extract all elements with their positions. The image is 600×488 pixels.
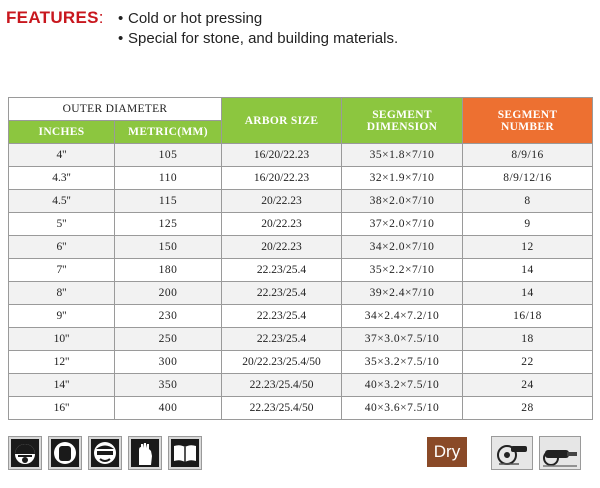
inches-cell: 4.5'' xyxy=(9,190,115,213)
metric-cell: 180 xyxy=(115,259,222,282)
header-line: DIMENSION xyxy=(366,120,438,133)
segment-number-cell: 8/9/12/16 xyxy=(463,167,593,190)
arbor-size-cell: 20/22.23 xyxy=(222,236,342,259)
metric-cell: 105 xyxy=(115,144,222,167)
table-row xyxy=(9,351,593,374)
features-label xyxy=(6,8,104,28)
angle-grinder-icon xyxy=(491,436,533,470)
segment-dimension-cell: 35×3.2×7.5/10 xyxy=(342,351,463,374)
table-row xyxy=(9,328,593,351)
segment-dimension-cell: 40×3.2×7.5/10 xyxy=(342,374,463,397)
inches-cell: 16'' xyxy=(9,397,115,420)
inches-cell: 8'' xyxy=(9,282,115,305)
segment-dimension-cell: 37×3.0×7.5/10 xyxy=(342,328,463,351)
segment-number-cell: 14 xyxy=(463,282,593,305)
feature-item xyxy=(118,30,398,47)
header-line: SEGMENT xyxy=(497,108,558,121)
inches-cell: 4'' xyxy=(9,144,115,167)
inches-header: INCHES xyxy=(9,121,115,144)
metric-cell: 150 xyxy=(115,236,222,259)
metric-cell: 400 xyxy=(115,397,222,420)
metric-cell: 300 xyxy=(115,351,222,374)
arbor-size-cell: 22.23/25.4/50 xyxy=(222,374,342,397)
segment-dimension-cell: 37×2.0×7/10 xyxy=(342,213,463,236)
features-colon: : xyxy=(98,8,104,27)
metric-cell: 115 xyxy=(115,190,222,213)
segment-number-cell: 9 xyxy=(463,213,593,236)
arbor-size-cell: 22.23/25.4 xyxy=(222,305,342,328)
outer-diameter-header: OUTER DIAMETER xyxy=(9,98,222,121)
segment-number-cell: 24 xyxy=(463,374,593,397)
metric-cell: 230 xyxy=(115,305,222,328)
segment-number-cell: 22 xyxy=(463,351,593,374)
tool-icons xyxy=(491,436,581,470)
helmet-icon xyxy=(8,436,42,470)
segment-number-cell: 12 xyxy=(463,236,593,259)
face-mask-icon xyxy=(48,436,82,470)
inches-cell: 4.3'' xyxy=(9,167,115,190)
segment-dimension-cell: 35×1.8×7/10 xyxy=(342,144,463,167)
arbor-size-cell: 16/20/22.23 xyxy=(222,144,342,167)
bullet: • xyxy=(118,10,124,27)
manual-book-icon xyxy=(168,436,202,470)
table-row xyxy=(9,282,593,305)
segment-dimension-header xyxy=(342,98,463,144)
circular-saw-icon xyxy=(539,436,581,470)
segment-dimension-cell: 40×3.6×7.5/10 xyxy=(342,397,463,420)
metric-header: METRIC(MM) xyxy=(115,121,222,144)
feature-text: Cold or hot pressing xyxy=(128,10,263,27)
inches-cell: 9'' xyxy=(9,305,115,328)
table-row xyxy=(9,167,593,190)
arbor-size-cell: 16/20/22.23 xyxy=(222,167,342,190)
inches-cell: 6'' xyxy=(9,236,115,259)
arbor-size-header: ARBOR SIZE xyxy=(222,98,342,144)
metric-cell: 200 xyxy=(115,282,222,305)
arbor-size-cell: 22.23/25.4/50 xyxy=(222,397,342,420)
metric-cell: 250 xyxy=(115,328,222,351)
inches-cell: 10'' xyxy=(9,328,115,351)
inches-cell: 12'' xyxy=(9,351,115,374)
table-row xyxy=(9,397,593,420)
segment-dimension-cell: 35×2.2×7/10 xyxy=(342,259,463,282)
segment-number-cell: 8/9/16 xyxy=(463,144,593,167)
table-row xyxy=(9,259,593,282)
segment-number-cell: 28 xyxy=(463,397,593,420)
table-row xyxy=(9,374,593,397)
table-row xyxy=(9,213,593,236)
inches-cell: 5'' xyxy=(9,213,115,236)
arbor-size-cell: 20/22.23 xyxy=(222,190,342,213)
segment-number-cell: 16/18 xyxy=(463,305,593,328)
arbor-size-cell: 20/22.23/25.4/50 xyxy=(222,351,342,374)
features-label-text: FEATURES xyxy=(6,8,99,27)
header-line: NUMBER xyxy=(501,120,554,133)
table-row xyxy=(9,144,593,167)
feature-text: Special for stone, and building materials. xyxy=(128,30,399,47)
segment-number-cell: 8 xyxy=(463,190,593,213)
arbor-size-cell: 22.23/25.4 xyxy=(222,282,342,305)
inches-cell: 7'' xyxy=(9,259,115,282)
bullet: • xyxy=(118,30,124,47)
header-line: SEGMENT xyxy=(372,108,432,121)
inches-cell: 14'' xyxy=(9,374,115,397)
metric-cell: 110 xyxy=(115,167,222,190)
table-row xyxy=(9,190,593,213)
segment-number-header xyxy=(463,98,593,144)
metric-cell: 125 xyxy=(115,213,222,236)
arbor-size-cell: 22.23/25.4 xyxy=(222,259,342,282)
safety-icons xyxy=(8,436,202,470)
metric-cell: 350 xyxy=(115,374,222,397)
table-row xyxy=(9,305,593,328)
goggles-icon xyxy=(88,436,122,470)
gloves-icon xyxy=(128,436,162,470)
segment-dimension-cell: 39×2.4×7/10 xyxy=(342,282,463,305)
feature-item xyxy=(118,10,262,27)
spec-table xyxy=(8,97,593,420)
segment-number-cell: 14 xyxy=(463,259,593,282)
segment-dimension-cell: 38×2.0×7/10 xyxy=(342,190,463,213)
segment-dimension-cell: 34×2.0×7/10 xyxy=(342,236,463,259)
dry-badge: Dry xyxy=(427,437,467,467)
table-row xyxy=(9,236,593,259)
segment-dimension-cell: 32×1.9×7/10 xyxy=(342,167,463,190)
arbor-size-cell: 20/22.23 xyxy=(222,213,342,236)
arbor-size-cell: 22.23/25.4 xyxy=(222,328,342,351)
segment-dimension-cell: 34×2.4×7.2/10 xyxy=(342,305,463,328)
segment-number-cell: 18 xyxy=(463,328,593,351)
